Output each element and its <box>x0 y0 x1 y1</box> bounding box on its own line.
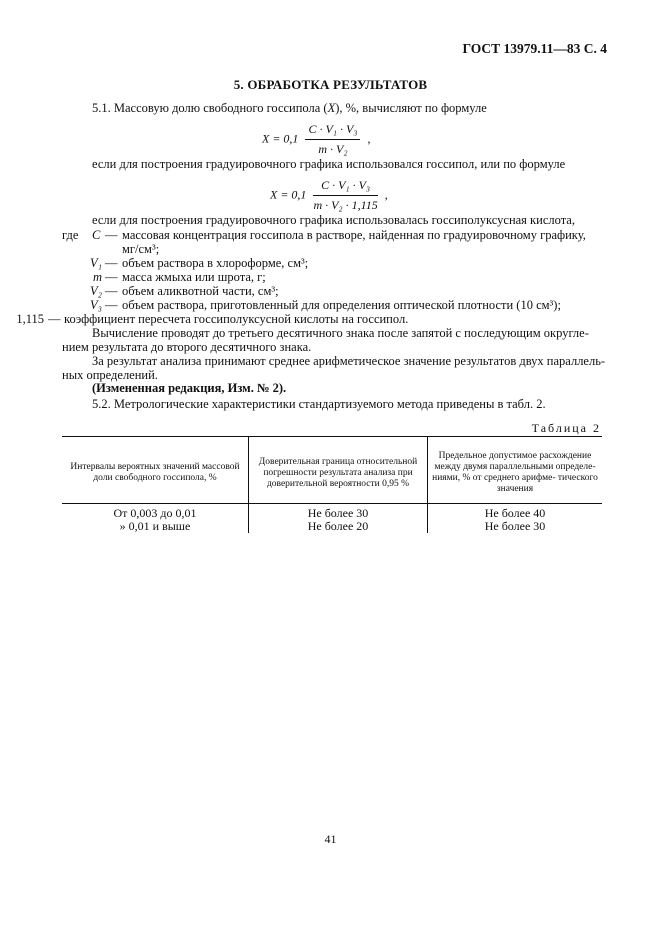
table-row <box>62 504 602 534</box>
legend-symbol: V₃ <box>90 298 102 312</box>
formula-1-denominator: m · V₂ <box>318 142 348 156</box>
legend-text: объем раствора, приготовленный для определения оптической плотности (10 см³); <box>122 298 561 312</box>
paragraph-calc-line-1: Вычисление проводят до третьего десятичного знака после запятой с последующим округле- <box>92 326 589 340</box>
legend-symbol: m <box>92 270 102 284</box>
legend-symbol: V₁ <box>90 256 102 270</box>
section-title: 5. ОБРАБОТКА РЕЗУЛЬТАТОВ <box>233 77 428 92</box>
formula-2-tail: , <box>384 187 388 202</box>
formula-2-numerator: C · V₁ · V₃ <box>313 178 377 196</box>
formula-1-lhs: X = 0,1 <box>262 131 299 146</box>
legend-dash: — <box>105 284 118 298</box>
formula-2-fraction <box>313 178 377 213</box>
document-header: ГОСТ 13979.11—83 С. 4 <box>462 41 607 56</box>
table-caption: Таблица 2 <box>531 421 601 435</box>
table-header-cell: Предельное допустимое расхождение между двумя параллельными определе- ниями, % от среднего арифме- тического значения <box>428 437 603 504</box>
legend-row <box>62 228 602 243</box>
p51-intro: 5.1. Массовую долю свободного госсипола ( <box>92 101 328 115</box>
legend-row <box>62 270 602 285</box>
legend-row <box>62 256 602 271</box>
table-cell <box>249 504 428 534</box>
legend-prefix: где <box>62 228 79 242</box>
paragraph-5-1 <box>92 101 487 116</box>
table-cell-line: Не более 20 <box>307 519 369 533</box>
formula-2-lhs: X = 0,1 <box>270 187 307 202</box>
paragraph-calc-line-2: нием результата до второго десятичного знака. <box>62 340 312 354</box>
legend-text: мг/см³; <box>122 242 160 256</box>
legend-dash: — <box>48 312 61 326</box>
table-cell-line: Не более 30 <box>484 519 546 533</box>
p51-rest: ), %, вычисляют по формуле <box>335 101 487 115</box>
p51-var: X <box>327 101 336 115</box>
table-header-cell: Интервалы вероятных значений массовой доли свободного госсипола, % <box>62 437 249 504</box>
legend-text: коэффициент пересчета госсиполуксусной кислоты на госсипол. <box>64 312 409 326</box>
formula-1-tail: , <box>367 131 371 146</box>
table-cell-line: Не более 40 <box>484 506 546 520</box>
legend-text: объем аликвотной части, см³; <box>122 284 279 298</box>
legend-row <box>62 298 602 313</box>
legend-text: масса жмыха или шрота, г; <box>122 270 266 284</box>
table-cell-line: От 0,003 до 0,01 <box>113 506 197 520</box>
paragraph-condition-2: если для построения градуировочного графика использовалась госсиполуксусная кислота, <box>92 213 575 227</box>
table-cell-line: » 0,01 и выше <box>119 519 191 533</box>
metrology-table <box>62 436 602 533</box>
formula-1-fraction <box>305 122 360 157</box>
table-cell <box>428 504 603 534</box>
variable-legend <box>62 228 602 318</box>
legend-dash: — <box>105 256 118 270</box>
table-cell <box>62 504 249 534</box>
page-number: 41 <box>324 832 337 846</box>
paragraph-condition-1: если для построения градуировочного графика использовался госсипол, или по формуле <box>92 157 566 171</box>
formula-2 <box>270 178 388 213</box>
formula-2-denominator: m · V₂ · 1,115 <box>313 198 378 212</box>
paragraph-result-line-1: За результат анализа принимают среднее арифметическое значение результатов двух параллель- <box>92 354 606 368</box>
legend-symbol: 1,115 <box>16 312 44 326</box>
amendment-note: (Измененная редакция, Изм. № 2). <box>92 381 287 395</box>
table-header-cell: Доверительная граница относительной погрешности результата анализа при доверительной вероятности 0,95 % <box>249 437 428 504</box>
legend-symbol: C <box>92 228 101 242</box>
table-header-row <box>62 437 602 504</box>
paragraph-result-line-2: ных определений. <box>62 368 158 382</box>
legend-row <box>62 242 602 257</box>
legend-dash: — <box>105 298 118 312</box>
legend-dash: — <box>105 270 118 284</box>
legend-row-last <box>0 312 600 327</box>
legend-dash: — <box>105 228 118 242</box>
legend-text: объем раствора в хлороформе, см³; <box>122 256 309 270</box>
formula-1-numerator: C · V₁ · V₃ <box>305 122 360 140</box>
legend-symbol: V₂ <box>90 284 102 298</box>
table-cell-line: Не более 30 <box>307 506 369 520</box>
legend-row <box>62 284 602 299</box>
legend-text: массовая концентрация госсипола в растворе, найденная по градуировочному графику, <box>122 228 586 242</box>
formula-1 <box>262 122 370 157</box>
paragraph-5-2: 5.2. Метрологические характеристики стандартизуемого метода приведены в табл. 2. <box>92 397 546 411</box>
